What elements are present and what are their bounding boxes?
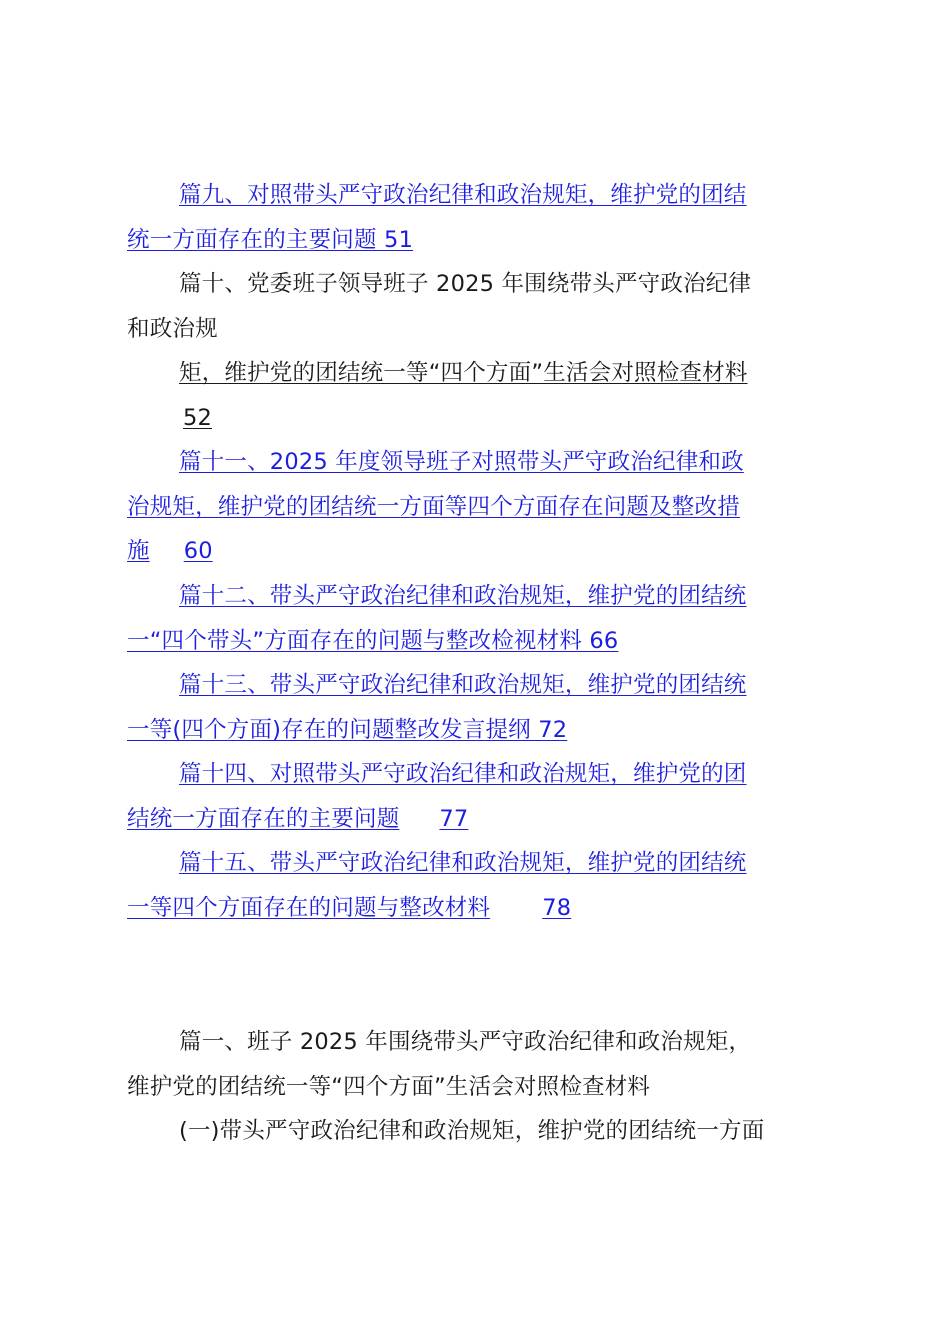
toc-entry-11-line-3[interactable] (127, 529, 817, 574)
toc-entry-10-page-number-value[interactable]: 52 (183, 404, 213, 431)
toc-entry-15-line-2[interactable] (127, 886, 817, 931)
toc-entry-15-line-2-text[interactable]: 一等四个方面存在的问题与整改材料 (127, 894, 491, 921)
toc-entry-15[interactable] (127, 841, 817, 930)
toc-entry-10-line-1: 篇十、党委班子领导班子 2025 年围绕带头严守政治纪律 (179, 271, 752, 297)
toc-entry-11-line-3-text[interactable]: 施 (127, 538, 150, 565)
toc-entry-13-line-1[interactable]: 篇十三、带头严守政治纪律和政治规矩，维护党的团结统 (179, 672, 747, 698)
toc-entry-11-line-2[interactable]: 治规矩，维护党的团结统一方面等四个方面存在问题及整改措 (127, 493, 740, 520)
toc-entry-9[interactable] (127, 173, 817, 262)
toc-entry-12-line-2[interactable]: 一“四个带头”方面存在的问题与整改检视材料 66 (127, 627, 619, 654)
subsection-heading (127, 1109, 817, 1154)
toc-entry-14-line-1[interactable]: 篇十四、对照带头严守政治纪律和政治规矩，维护党的团 (179, 761, 747, 787)
toc-entry-13-line-2[interactable]: 一等(四个方面)存在的问题整改发言提纲 72 (127, 716, 568, 743)
toc-entry-10-page-number[interactable] (127, 396, 817, 441)
toc-entry-14[interactable] (127, 752, 817, 841)
toc-entry-10-cont-line-1[interactable]: 矩，维护党的团结统一等“四个方面”生活会对照检查材料 (179, 360, 748, 386)
toc-entry-13[interactable] (127, 663, 817, 752)
section-heading-line-1: 篇一、班子 2025 年围绕带头严守政治纪律和政治规矩， (179, 1029, 752, 1055)
toc-entry-11-line-1[interactable]: 篇十一、2025 年度领导班子对照带头严守政治纪律和政 (179, 449, 744, 475)
toc-entry-11[interactable] (127, 440, 817, 574)
toc-entry-11-page-number[interactable]: 60 (183, 538, 213, 565)
toc-entry-10 (127, 262, 817, 351)
toc-entry-14-line-2[interactable] (127, 797, 817, 842)
toc-entry-9-line-2[interactable]: 统一方面存在的主要问题 51 (127, 226, 414, 253)
toc-entry-9-line-1[interactable]: 篇九、对照带头严守政治纪律和政治规矩，维护党的团结 (179, 182, 747, 208)
toc-entry-14-line-2-text[interactable]: 结统一方面存在的主要问题 (127, 805, 400, 832)
toc-entry-10-continued[interactable] (127, 351, 817, 440)
toc-entry-12[interactable] (127, 574, 817, 663)
toc-entry-12-line-1[interactable]: 篇十二、带头严守政治纪律和政治规矩，维护党的团结统 (179, 583, 747, 609)
section-heading-line-2: 维护党的团结统一等“四个方面”生活会对照检查材料 (127, 1073, 651, 1100)
toc-entry-15-page-number[interactable]: 78 (542, 894, 572, 921)
toc-entry-15-line-1[interactable]: 篇十五、带头严守政治纪律和政治规矩，维护党的团结统 (179, 850, 747, 876)
section-heading (127, 1020, 817, 1109)
subsection-heading-line-1: (一)带头严守政治纪律和政治规矩，维护党的团结统一方面 (179, 1118, 765, 1144)
toc-entry-14-page-number[interactable]: 77 (439, 805, 469, 832)
toc-entry-10-line-2: 和政治规 (127, 315, 218, 342)
